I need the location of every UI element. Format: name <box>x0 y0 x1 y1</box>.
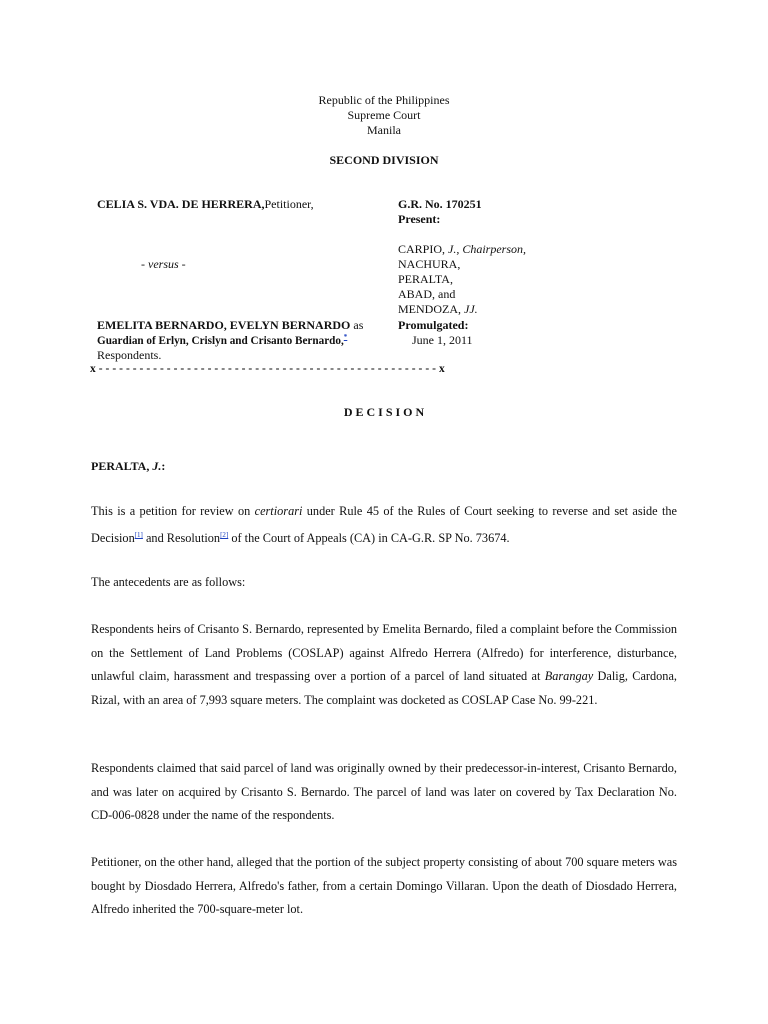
footnote-link-2[interactable]: [2] <box>220 530 229 539</box>
justice-nachura: NACHURA, <box>398 257 461 271</box>
paragraph-petitioner-claim: Petitioner, on the other hand, alleged that the portion of the subject property consisting of about 700 square meters was bought by Diosdado Herrera, Alfredo's father, from a certain Domingo Villaran. Upon the death of Diosdado Herrera, Alfredo inherited the 700-square-meter lot. <box>91 855 677 917</box>
division-title: SECOND DIVISION <box>329 153 439 167</box>
paragraph-complaint: Respondents heirs of Crisanto S. Bernardo, represented by Emelita Bernardo, filed a complaint before the Commission on the Settlement of Land Problems (COSLAP) against Alfredo Herrera (Alfredo) for interference, disturbance, unlawful claim, harassment and trespassing over a portion of a parcel of land situated at Barangay Dalig, Cardona, Rizal, with an area of 7,993 square meters. The complaint was docketed as COSLAP Case No. 99-221. <box>91 622 677 707</box>
promulgated-label: Promulgated: <box>398 318 469 332</box>
ponente: PERALTA, J.: <box>91 459 166 473</box>
justice-carpio: CARPIO, J., Chairperson, <box>398 242 527 256</box>
respondents-role: Respondents. <box>97 348 162 362</box>
petitioner <box>97 197 314 212</box>
present-label: Present: <box>398 212 441 226</box>
footnote-link-1[interactable]: [1] <box>134 530 143 539</box>
caption-separator: x - - - - - - - - - - - - - - - - - - - - - - - - - - - - - - - - - - - - - - - - - - - - - - - - - - x <box>90 363 445 375</box>
court-name: Supreme Court <box>347 108 421 122</box>
petitioner-name: CELIA S. VDA. DE HERRERA, <box>97 197 265 211</box>
paragraph-intro: This is a petition for review on certiorari under Rule 45 of the Rules of Court seeking to reverse and set aside the Decision[1] and Resolution[2] of the Court of Appeals (CA) in CA-G.R. SP No. 73674. <box>91 504 677 545</box>
decision-title: D E C I S I O N <box>343 405 425 419</box>
respondents-line2: Guardian of Erlyn, Crislyn and Crisanto Bernardo,* <box>97 333 348 347</box>
justice-mendoza: MENDOZA, JJ. <box>398 302 478 316</box>
justice-abad: ABAD, and <box>398 287 456 301</box>
versus-label: - versus - <box>141 257 186 271</box>
court-city: Manila <box>367 123 401 137</box>
respondents-line1: EMELITA BERNARDO, EVELYN BERNARDO as <box>97 318 364 332</box>
promulgation-date: June 1, 2011 <box>412 333 473 347</box>
gr-number: G.R. No. 170251 <box>398 197 482 211</box>
petitioner-role: Petitioner, <box>264 197 314 211</box>
justice-peralta: PERALTA, <box>398 272 453 286</box>
footnote-asterisk[interactable]: * <box>343 333 348 341</box>
court-country: Republic of the Philippines <box>318 93 450 107</box>
paragraph-respondents-claim: Respondents claimed that said parcel of land was originally owned by their predecessor-in-interest, Crisanto Bernardo, and was later on acquired by Crisanto S. Bernardo. The parcel of land was later on covered by Tax Declaration No. CD-006-0828 under the name of the respondents. <box>91 761 677 823</box>
paragraph-antecedents: The antecedents are as follows: <box>91 575 246 589</box>
